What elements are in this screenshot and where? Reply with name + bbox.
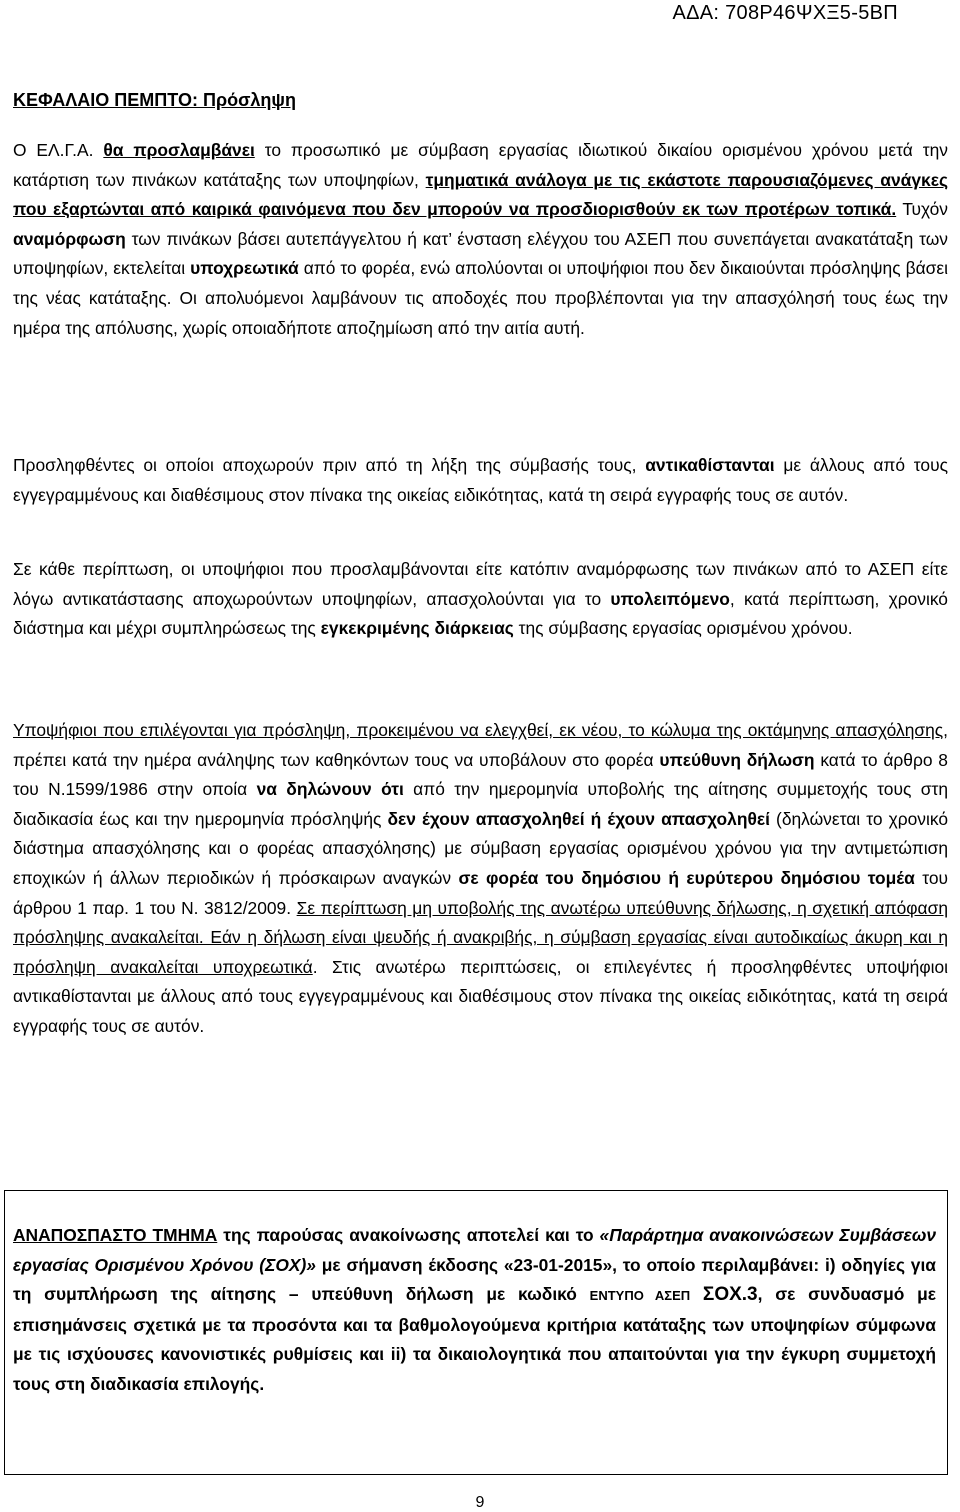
p1-s3: το προσωπικό με σύμβαση εργασίας ιδιωτικού δικαίου ορισμένου χρόνου μετά την κατάρτιση των πινάκων κατάταξης των υποψηφίων, — [13, 140, 948, 190]
p1-s2: θα προσλαμβάνει — [103, 140, 255, 160]
box-s2: της παρούσας ανακοίνωσης αποτελεί και το — [217, 1225, 600, 1245]
detachable-section-text — [13, 1221, 936, 1400]
paragraph-declaration — [13, 716, 948, 1042]
p4-s4: κατά το άρθρο 8 του Ν.1599/1986 στην οποία — [13, 749, 948, 800]
box-s3: «Παράρτημα ανακοινώσεων Συμβάσεων εργασίας Ορισμένου Χρόνου (ΣΟΧ)» — [13, 1225, 936, 1275]
paragraph-hiring — [13, 136, 948, 343]
p1-s8: υποχρεωτικά — [190, 258, 299, 279]
p1-s4: τμηματικά ανάλογα με τις εκάστοτε παρουσιαζόμενες ανάγκες που εξαρτώνται από καιρικά φαινόμενα που δεν μπορούν να προσδιορισθούν εκ των προτέρων τοπικά. — [13, 169, 948, 220]
p4-s3: υπεύθυνη δήλωση — [659, 749, 815, 770]
paragraph-replacement — [13, 451, 948, 510]
p2-s3: με άλλους από τους εγγεγραμμένους και διαθέσιμους στον πίνακα της οικείας ειδικότητας, κατά τη σειρά εγγραφής τους σε αυτόν. — [13, 455, 948, 505]
box-s1: ΑΝΑΠΟΣΠΑΣΤΟ ΤΜΗΜΑ — [13, 1225, 218, 1245]
p4-s8: (δηλώνεται το χρονικό διάστημα απασχόλησης και ο φορέας απασχόλησης) με σύμβαση εργασίας ορισμένου χρόνου για την αντιμετώπιση εποχικών ή άλλων περιοδικών ή πρόσκαιρων αναγκών — [13, 808, 948, 888]
chapter-title-text: ΚΕΦΑΛΑΙΟ ΠΕΜΠΤΟ: Πρόσληψη — [13, 90, 296, 110]
p1-s5: Τυχόν — [896, 199, 948, 220]
p4-s9: σε φορέα του δημόσιου ή ευρύτερου δημόσιου τομέα — [458, 867, 915, 888]
p1-s7: των πινάκων βάσει αυτεπάγγελτου ή κατ’ ένσταση ελέγχου του ΑΣΕΠ που συνεπάγεται ανακατάταξη των υποψηφίων, εκτελείται — [13, 228, 948, 279]
box-s6 — [690, 1284, 703, 1304]
p4-s5: να δηλώνουν ότι — [256, 779, 404, 800]
page-number: 9 — [475, 1494, 485, 1511]
p1-s9: από το φορέα, ενώ απολύονται οι υποψήφιοι που δεν δικαιούνται πρόσληψης βάσει της νέας κατάταξης. Οι απολυόμενοι λαμβάνουν τις αποδοχές που προβλέπονται για την απασχόλησή τους έως την ημέρα της απόλυσης, χωρίς οποιαδήποτε αποζημίωση από την αιτία αυτή. — [13, 258, 948, 338]
p4-s10: του άρθρου 1 παρ. 1 του Ν. 3812/2009. — [13, 867, 949, 918]
p2-s1: Προσληφθέντες οι οποίοι αποχωρούν πριν από τη λήξη της σύμβασής τους, — [13, 455, 646, 475]
box-s7: ΣΟΧ.3 — [702, 1284, 758, 1306]
p3-s2: υπολειπόμενο — [610, 588, 730, 609]
p3-s3: , κατά περίπτωση, χρονικό διάστημα και μέχρι συμπληρώσεως της — [13, 588, 948, 639]
p4-s6: από την ημερομηνία υποβολής της αίτησης συμμετοχής τους στη διαδικασία έως και την ημερομηνία πρόσληψής — [13, 779, 948, 829]
chapter-title — [13, 90, 296, 111]
p2-s2: αντικαθίστανται — [645, 455, 775, 475]
p4-s12: . Στις ανωτέρω περιπτώσεις, οι επιλεγέντες ή προσληφθέντες υποψήφιοι αντικαθίστανται με άλλους από τους εγγεγραμμένους και διαθέσιμους στον πίνακα της οικείας ειδικότητας, κατά τη σειρά εγγραφής τους σε αυτόν. — [13, 956, 949, 1036]
p3-s1: Σε κάθε περίπτωση, οι υποψήφιοι που προσλαμβάνονται είτε κατόπιν αναμόρφωσης των πινάκων από το ΑΣΕΠ είτε λόγω αντικατάστασης αποχωρούντων υποψηφίων, απασχολούνται για το — [13, 559, 948, 609]
p4-s7: δεν έχουν απασχοληθεί ή έχουν απασχοληθεί — [387, 808, 770, 829]
paragraph-remaining-period — [13, 555, 948, 644]
p1-s6: αναμόρφωση — [13, 228, 126, 249]
p3-s4: εγκεκριμένης διάρκειας — [320, 618, 514, 639]
ada-code: ΑΔΑ: 708Ρ46ΨΧΞ5-5ΒΠ — [672, 2, 898, 24]
box-s8: , σε συνδυασμό με επισημάνσεις σχετικά με τα προσόντα και τα βαθμολογούμενα κριτήρια κατάταξης των υποψηφίων σύμφωνα με τις ισχύουσες κανονιστικές ρυθμίσεις και ii) τα δικαιολογητικά που απαιτούνται για την έγκυρη συμμετοχή τους στη διαδικασία επιλογής. — [13, 1284, 936, 1394]
p4-s2: πρέπει κατά την ημέρα ανάληψης των καθηκόντων τους να υποβάλουν στο φορέα — [13, 749, 660, 770]
box-s5: ΕΝΤΥΠΟ ΑΣΕΠ — [589, 1288, 691, 1304]
p3-s5: της σύμβασης εργασίας ορισμένου χρόνου. — [513, 618, 853, 639]
box-s4: με σήμανση έκδοσης «23-01-2015», το οποίο περιλαμβάνει: i) οδηγίες για τη συμπλήρωση της αίτησης – υπεύθυνη δήλωση με κωδικό — [13, 1254, 936, 1305]
p1-s1: Ο ΕΛ.Γ.Α. — [13, 140, 104, 160]
p4-s1: Υποψήφιοι που επιλέγονται για πρόσληψη, προκειμένου να ελεγχθεί, εκ νέου, το κώλυμα της οκτάμηνης απασχόλησης, — [13, 720, 948, 740]
p4-s11: Σε περίπτωση μη υποβολής της ανωτέρω υπεύθυνης δήλωσης, η σχετική απόφαση πρόσληψης ανακαλείται. Εάν η δήλωση είναι ψευδής ή ανακριβής, η σύμβαση εργασίας είναι αυτοδικαίως άκυρη και η πρόσληψη ανακαλείται υποχρεωτικά — [13, 897, 948, 977]
